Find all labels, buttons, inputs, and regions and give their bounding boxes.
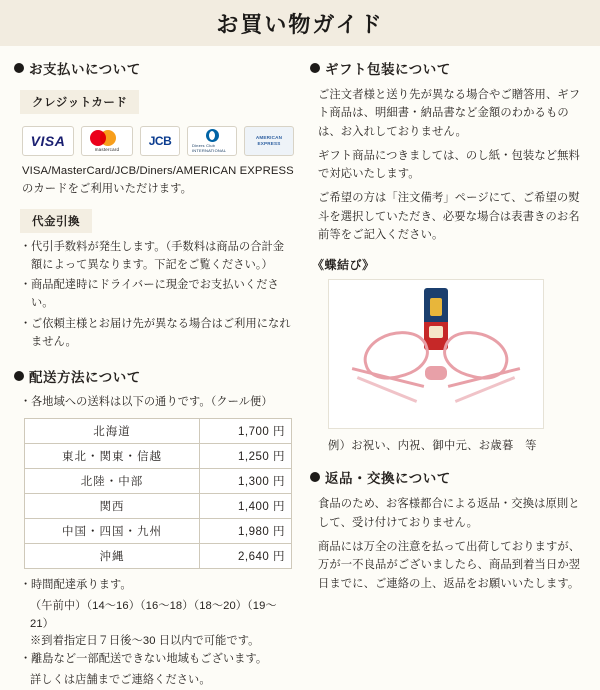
mastercard-logo-icon [81,126,133,156]
left-column [14,58,304,690]
shipping-heading-label: 配送方法について [29,370,141,386]
payment-heading-label: お支払いについて [29,62,141,77]
jcb-logo-label: JCB [148,134,172,148]
cash-on-delivery-tag: 代金引換 [20,209,92,233]
table-cell-area: 関西 [25,494,200,519]
table-cell-fee: 1,250 円 [200,444,292,469]
table-row [25,444,292,469]
bullet-icon [14,63,24,73]
page-title: お買い物ガイド [216,11,384,37]
bullet-icon [14,371,24,381]
table-row [25,494,292,519]
credit-card-note: VISA/MasterCard/JCB/Diners/AMERICAN EXPRESS のカードをご利用いただけます。 [22,165,294,196]
amex-logo-icon [244,126,294,156]
table-row [25,469,292,494]
shipping-note-slots [22,598,294,651]
table-cell-area: 沖縄 [25,544,200,569]
list-item: ・ ご依頼主様とお届け先が異なる場合はご利用になれません。 [22,316,294,352]
table-cell-area: 北海道 [25,419,200,444]
shipping-note-contact [22,672,294,690]
shipping-note-contact-label: 詳しくは店舗までご連絡ください。 [30,673,211,686]
table-cell-fee: 1,400 円 [200,494,292,519]
section-heading-gift [310,58,586,78]
shipping-fee-table [24,418,292,569]
bullet-icon [310,63,320,73]
table-cell-area: 北陸・中部 [25,469,200,494]
amex-logo-label: AMERICAN EXPRESS [255,135,283,146]
gift-wrapping-image [328,279,544,429]
diners-club-logo-icon [187,126,237,156]
shipping-intro: ・ 各地域への送料は以下の通りです。（クール便） [22,394,294,412]
card-logo-row [22,126,294,156]
shipping-note-leadtime-label: ※到着指定日７日後～30 日以内で可能です。 [30,635,260,648]
noshi-ornament-icon [424,288,448,350]
shipping-note-slots-label: （午前中）（14～16）（16～18）（18～20）（19～21） [30,599,277,630]
gift-heading-label: ギフト包装について [325,62,451,77]
ribbon-knot-icon [425,366,447,380]
shipping-note-time: ・ 時間配達承ります。 [22,577,294,595]
mastercard-logo-label: mastercard [94,147,120,152]
table-cell-area: 中国・四国・九州 [25,519,200,544]
gift-paragraph-3: ご希望の方は「注文備考」ページにて、ご希望の熨斗を選択していただき、必要な場合は表書きのお名前等をご記入ください。 [318,192,580,242]
returns-paragraph-1: 食品のため、お客様都合による返品・交換は原則として、受け付けておりません。 [318,498,580,529]
mastercard-circles-icon [90,130,124,146]
table-cell-fee: 1,300 円 [200,469,292,494]
visa-logo-label: VISA [30,133,66,149]
shipping-note-islands: ・ 離島など一部配送できない地域もございます。 [22,651,294,669]
diners-ring-icon [206,129,219,142]
section-heading-shipping [14,366,294,386]
table-row [25,519,292,544]
table-row [25,544,292,569]
table-row [25,419,292,444]
right-column [304,58,586,690]
page-header [0,0,600,46]
returns-paragraph-2: 商品には万全の注意を払って出荷しておりますが、万が一不良品がございましたら、商品到着当日か翌日までに、ご連絡の上、返品をお願いいたします。 [318,540,581,590]
gift-example-label: 例）お祝い、内祝、御中元、お歳暮 等 [328,440,537,453]
diners-logo-label: Diners Club INTERNATIONAL [192,143,227,153]
table-cell-fee: 2,640 円 [200,544,292,569]
jcb-logo-icon [140,126,180,156]
table-cell-fee: 1,700 円 [200,419,292,444]
gift-paragraph-1: ご注文者様と送り先が異なる場合やご贈答用、ギフト商品は、明細書・納品書など金額のわかるものは、お入れしておりません。 [318,89,581,138]
gift-paragraph-2: ギフト商品につきましては、のし紙・包装など無料で対応いたします。 [318,149,580,181]
table-cell-area: 東北・関東・信越 [25,444,200,469]
list-item: ・ 代引手数料が発生します。（手数料は商品の合計金額によって異なります。下記をご覧ください。） [22,239,294,275]
visa-logo-icon [22,126,74,156]
section-heading-payment [14,58,294,78]
bullet-icon [310,472,320,482]
list-item: ・ 商品配達時にドライバーに現金でお支払いください。 [22,277,294,313]
credit-card-tag: クレジットカード [20,90,139,114]
returns-heading-label: 返品・交換について [325,471,451,487]
content-columns [0,46,600,690]
knot-type-label: 《蝶結び》 [312,258,375,273]
table-cell-fee: 1,980 円 [200,519,292,544]
section-heading-returns [310,467,586,487]
